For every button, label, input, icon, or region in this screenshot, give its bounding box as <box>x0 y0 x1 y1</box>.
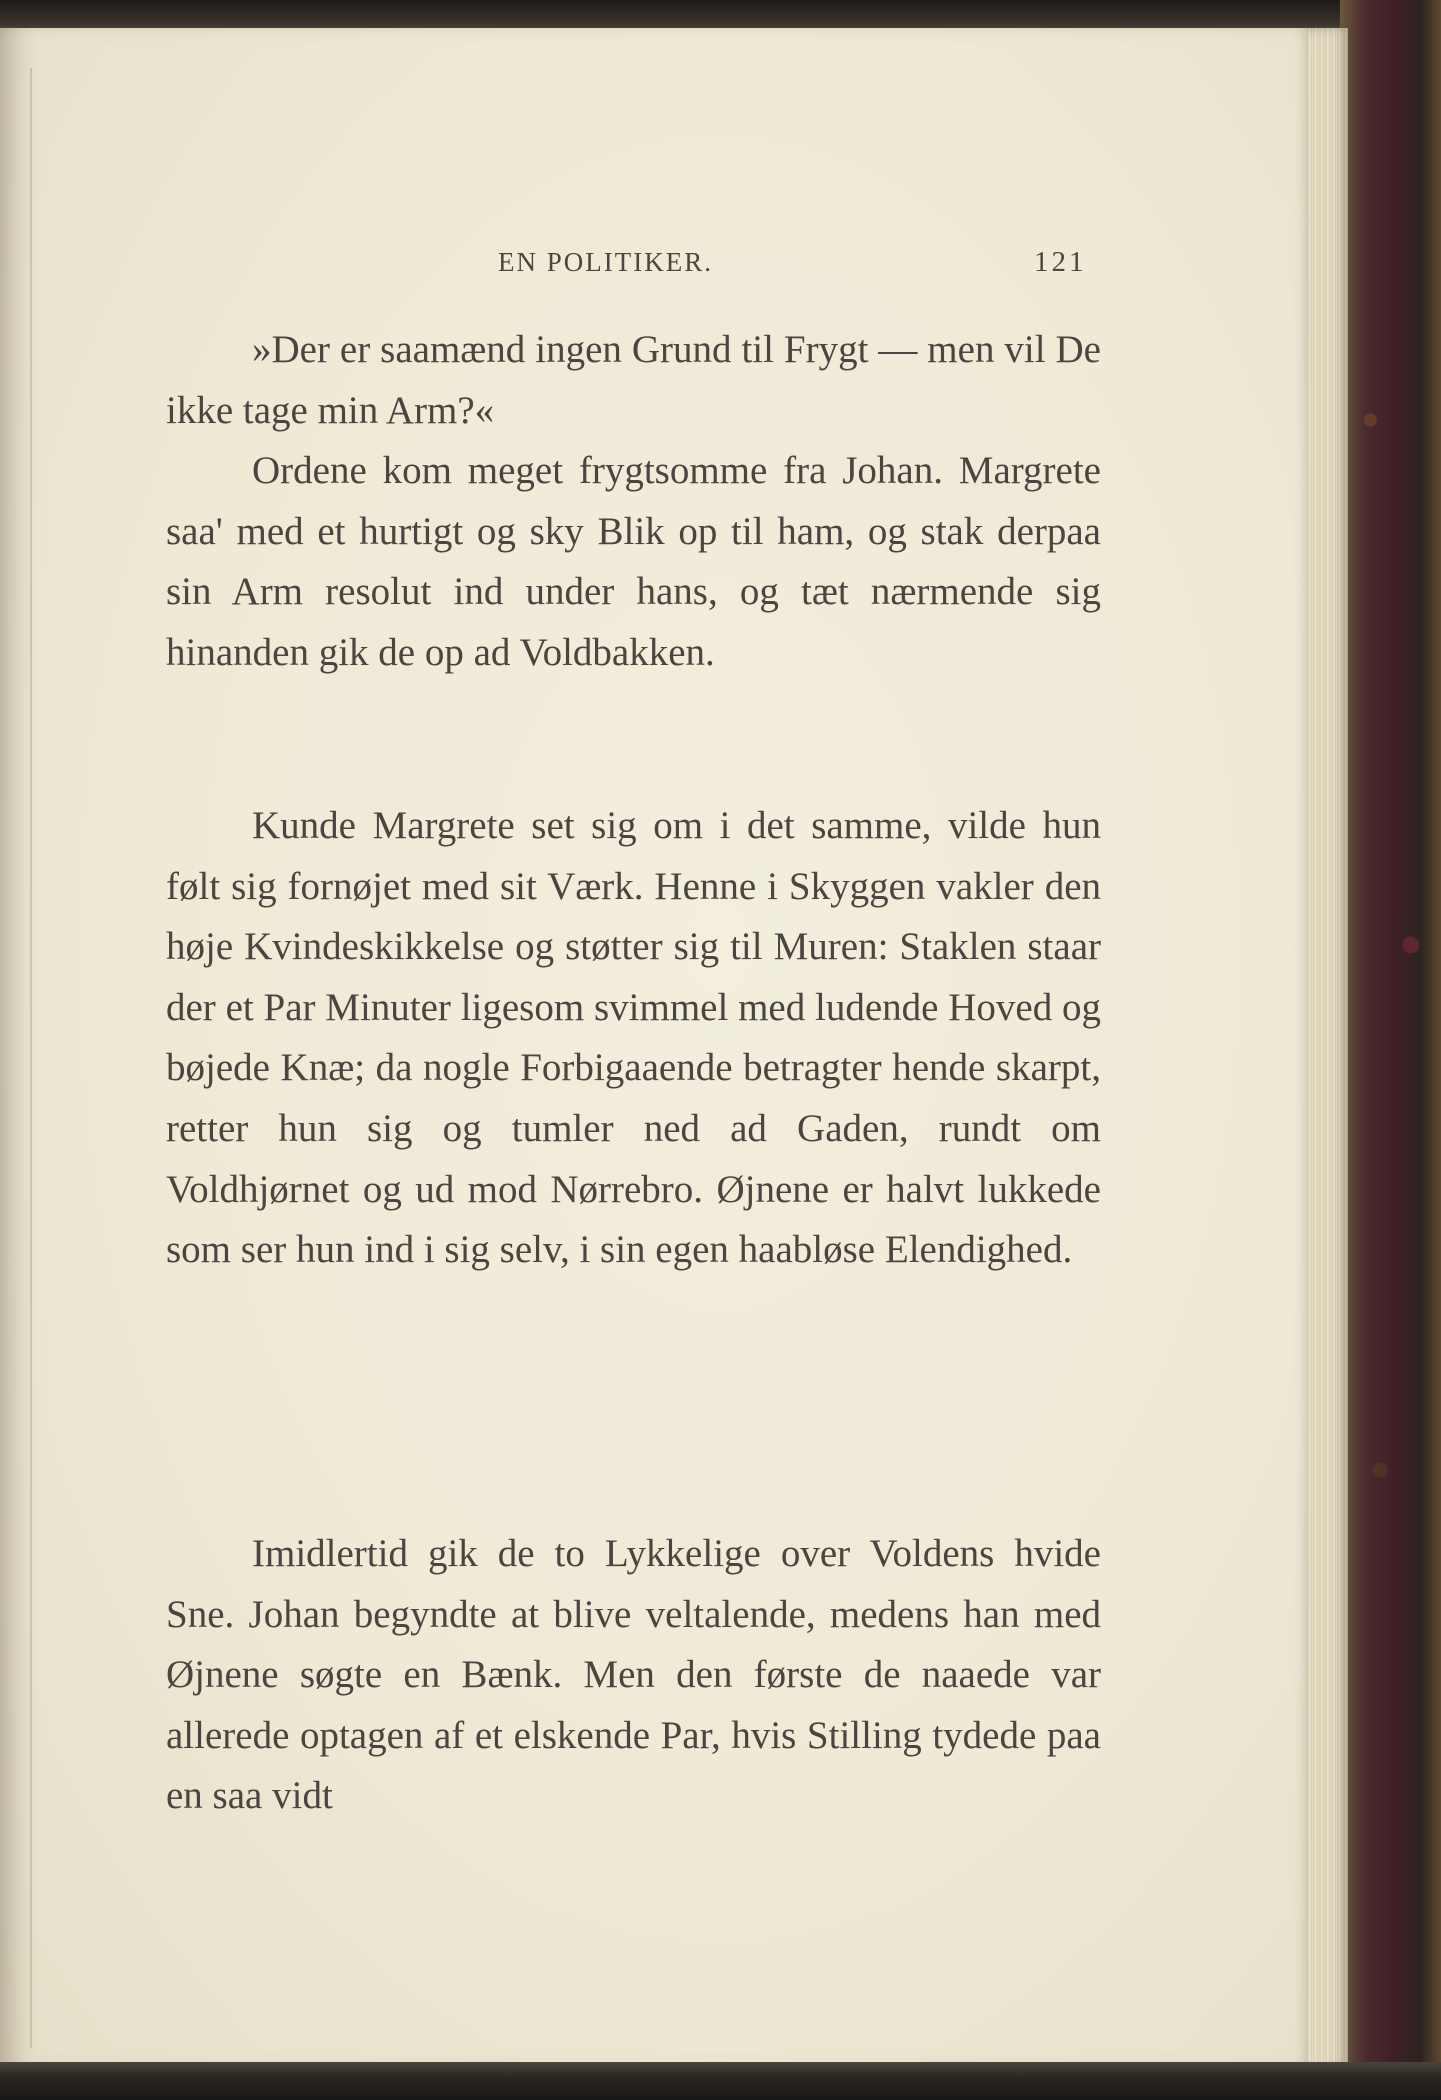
text-block-section-2 <box>166 796 1101 1281</box>
scan-bottom-edge <box>0 2062 1441 2100</box>
text-block-section-3 <box>166 1524 1101 1827</box>
paragraph-4: Imidlertid gik de to Lykkelige over Voldens hvide Sne. Johan begyndte at blive veltalende, medens han med Øjnene søgte en Bænk. Men den første de naaede var allerede optagen af et elskende Par, hvis Stilling tydede paa en saa vidt <box>166 1532 1101 1818</box>
text-block-dialogue <box>166 320 1101 684</box>
gutter-shadow <box>30 68 32 2048</box>
book-cover-edge <box>1340 0 1441 2100</box>
paragraph-3: Kunde Margrete set sig om i det samme, vilde hun følt sig fornøjet med sit Værk. Henne i Skyggen vakler den høje Kvindeskikkelse og støtter sig til Muren: Staklen staar der et Par Minuter ligesom svimmel med ludende Hoved og bøjede Knæ; da nogle Forbigaaende betragter hende skarpt, retter hun sig og tumler ned ad Gaden, rundt om Voldhjørnet og ud mod Nørrebro. Øjnene er halvt lukkede som ser hun ind i sig selv, i sin egen haabløse Elendighed. <box>166 804 1101 1272</box>
paragraph-2: Ordene kom meget frygtsomme fra Johan. Margrete saa' med et hurtigt og sky Blik op til ham, og stak derpaa sin Arm resolut ind under hans, og tæt nærmende sig hinanden gik de op ad Voldbakken. <box>166 449 1101 674</box>
page-number: 121 <box>1034 246 1087 278</box>
running-head <box>0 242 1308 282</box>
book-page <box>0 28 1308 2068</box>
paragraph-1: »Der er saamænd ingen Grund til Frygt — men vil De ikke tage min Arm?« <box>166 328 1101 432</box>
running-head-title: EN POLITIKER. <box>498 247 713 277</box>
